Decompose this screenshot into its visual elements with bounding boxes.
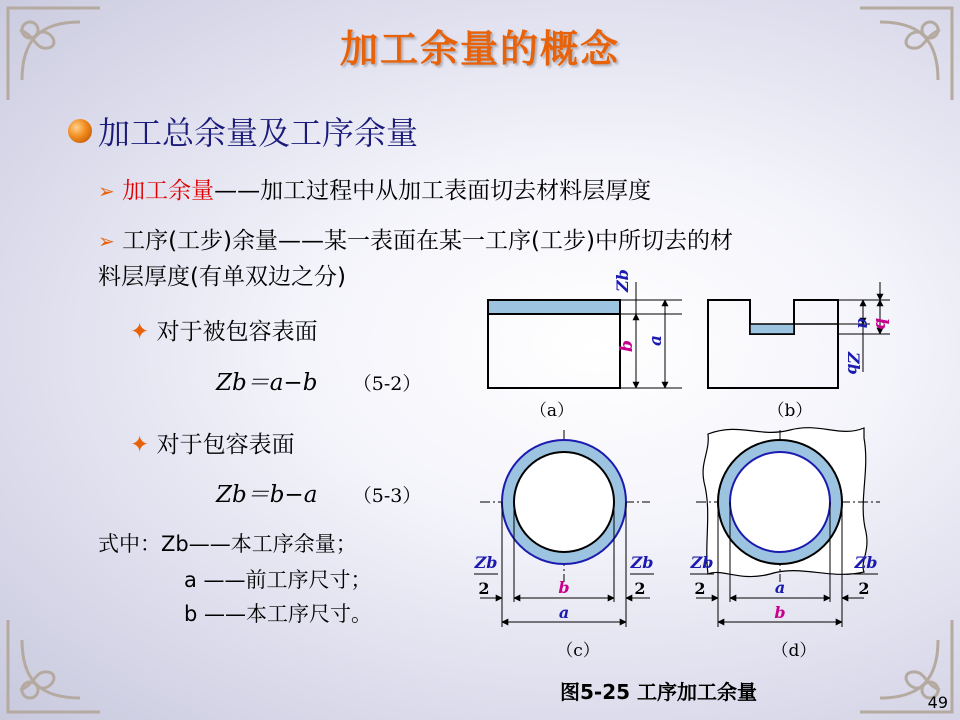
dim-a-c: a [558, 603, 570, 622]
dim-b-a: b [617, 340, 637, 352]
dim-zb-b: Zb [844, 352, 863, 375]
diagram-c [474, 430, 654, 627]
dim-a-d: a [774, 578, 786, 597]
equation-number-5-2: （5-2） [352, 373, 422, 395]
diagram-a [488, 269, 682, 388]
dim-2-c-right: 2 [634, 579, 646, 598]
dim-2-c-left: 2 [478, 579, 490, 598]
bullet-icon [68, 119, 92, 143]
dim-b-d: b [774, 603, 786, 622]
dim-zb-a: Zb [613, 269, 632, 292]
dim-zb-c-right: Zb [630, 553, 654, 572]
dim-b-b: b [871, 318, 891, 330]
formula-5-3-text: Zb＝b−a [216, 482, 318, 508]
legend-a: a ——前工序尺寸； [184, 568, 372, 592]
case-contained-label: 对于被包容表面 [156, 319, 318, 345]
formula-5-2-text: Zb＝a−b [216, 370, 318, 396]
dim-2-d-left: 2 [694, 579, 706, 598]
bullet-process-allowance [98, 222, 733, 255]
arrow-bullet-icon: ➢ [98, 229, 115, 253]
formula-5-2 [216, 364, 421, 397]
legend-zb-text: Zb——本工序余量； [161, 532, 357, 556]
process-allowance-line1: 工序(工步)余量——某一表面在某一工序(工步)中所切去的材 [122, 228, 733, 254]
page-title: 加工余量的概念 [339, 27, 620, 71]
label-c: （c） [556, 641, 600, 661]
corner-ornament-bottom-left [0, 610, 110, 720]
equation-number-5-3: （5-3） [352, 485, 422, 507]
section-heading: 加工总余量及工序余量 [98, 114, 419, 152]
process-allowance-line2: 料层厚度(有单双边之分) [98, 264, 346, 290]
definition-machining-allowance: ——加工过程中从加工表面切去材料层厚度 [214, 178, 652, 204]
legend-zb [98, 528, 357, 558]
dim-b-c: b [558, 578, 570, 597]
diagram-b [708, 282, 891, 388]
figure-5-25 [460, 262, 920, 662]
label-b: （b） [767, 401, 813, 421]
legend-b: b ——本工序尺寸。 [184, 602, 373, 626]
star-bullet-icon: ✦ [130, 319, 150, 345]
label-a: （a） [529, 401, 575, 421]
bullet-machining-allowance [98, 172, 651, 205]
arrow-bullet-icon: ➢ [98, 179, 115, 203]
case-contained-surface [130, 313, 318, 346]
legend-intro: 式中： [98, 532, 161, 556]
case-containing-surface [130, 426, 295, 459]
figure-caption: 图5-25 工序加工余量 [560, 680, 758, 704]
dim-2-d-right: 2 [858, 579, 870, 598]
star-bullet-icon: ✦ [130, 432, 150, 458]
diagram-d [690, 428, 880, 627]
label-d: （d） [771, 641, 817, 661]
case-containing-label: 对于包容表面 [156, 432, 295, 458]
term-machining-allowance: 加工余量 [122, 178, 215, 204]
dim-a-b: a [853, 318, 873, 330]
dim-a-a: a [646, 334, 666, 346]
dim-zb-d-left: Zb [690, 553, 714, 572]
dim-zb-c-left: Zb [474, 553, 498, 572]
page-number: 49 [927, 693, 948, 712]
dim-zb-d-right: Zb [854, 553, 878, 572]
formula-5-3 [216, 476, 421, 509]
